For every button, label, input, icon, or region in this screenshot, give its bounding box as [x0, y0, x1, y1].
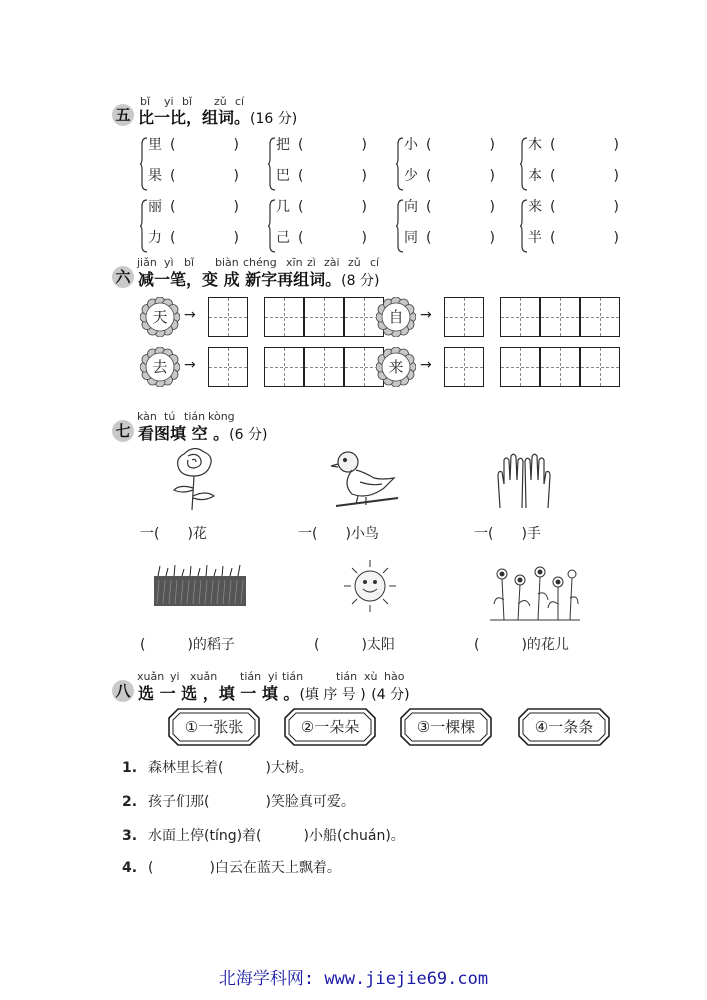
paren-close: ) [361, 168, 367, 184]
s5-pinyin-5: cí [235, 95, 245, 108]
question-text: 水面上停(tíng)着( )小船(chuán)。 [148, 828, 405, 844]
paren-open: ( [550, 199, 556, 215]
picture-fill-blank[interactable]: 一( )花 [140, 526, 207, 542]
s8-pinyin-2: yi [170, 670, 180, 683]
pair-char: 几 [276, 199, 290, 215]
section-5-number: 五 [112, 104, 134, 126]
paren-close: ) [361, 199, 367, 215]
pair-line [528, 165, 619, 185]
section-6-title [138, 267, 379, 290]
word-pair [140, 196, 250, 258]
brace-icon [520, 198, 528, 254]
s8-pinyin-1: xuǎn [137, 670, 165, 683]
paren-open: ( [550, 137, 556, 153]
badge-char: 天 [152, 308, 168, 326]
pair-char: 同 [404, 230, 418, 246]
s5-pinyin-4: zǔ [214, 95, 227, 108]
pair-char: 半 [528, 230, 542, 246]
flowers-image [488, 564, 580, 622]
pair-line [404, 134, 495, 154]
answer-option [168, 708, 260, 746]
brace-icon [396, 198, 404, 254]
brace-icon [520, 136, 528, 192]
writing-grid-cell[interactable] [540, 347, 580, 387]
s6-pinyin-9: zǔ [348, 256, 361, 269]
s8-pinyin-8: xù [364, 670, 378, 683]
paren-open: ( [170, 199, 176, 215]
brace-icon [140, 136, 148, 192]
s8-pinyin-4: tián [240, 670, 262, 683]
s7-pinyin-3: tián [184, 410, 206, 423]
paren-open: ( [298, 199, 304, 215]
pair-char: 果 [148, 168, 162, 184]
paren-open: ( [298, 230, 304, 246]
s8-pinyin-6: tián [282, 670, 304, 683]
s7-pinyin-2: tú [164, 410, 176, 423]
writing-grid-cell[interactable] [264, 347, 304, 387]
paren-close: ) [233, 199, 239, 215]
s6-pinyin-8: zài [324, 256, 340, 269]
section-7-number: 七 [112, 420, 134, 442]
writing-grid-cell[interactable] [500, 347, 540, 387]
picture-fill-blank[interactable]: ( )的稻子 [140, 637, 235, 653]
scalloped-char-badge [140, 347, 180, 387]
pair-line [404, 196, 495, 216]
option-label: ②一朵朵 [300, 718, 360, 736]
pair-line [528, 134, 619, 154]
s6-pinyin-7: zì [307, 256, 316, 269]
brace-icon [268, 136, 276, 192]
writing-grid-cell[interactable] [304, 347, 344, 387]
pair-line [528, 227, 619, 247]
section-5-title [138, 105, 297, 128]
question-number: 2. [122, 794, 138, 810]
answer-option [400, 708, 492, 746]
word-pair [396, 134, 506, 196]
pair-char: 丽 [148, 199, 162, 215]
answer-option [518, 708, 610, 746]
brace-icon [140, 198, 148, 254]
question-text: 森林里长着( )大树。 [148, 760, 313, 776]
s8-pinyin-9: hào [384, 670, 405, 683]
fill-question[interactable] [122, 757, 313, 777]
answer-option [284, 708, 376, 746]
s6-score: (8 分) [341, 273, 380, 289]
sun-image [340, 558, 400, 614]
paren-open: ( [298, 137, 304, 153]
paren-close: ) [233, 137, 239, 153]
badge-char: 去 [152, 358, 168, 376]
section-8-title [138, 681, 410, 704]
s6-pinyin-1: jiǎn [137, 256, 157, 269]
pair-line [148, 227, 239, 247]
writing-grid-cell[interactable] [444, 297, 484, 337]
s8-pinyin-7: tián [336, 670, 358, 683]
s7-pinyin-1: kàn [137, 410, 157, 423]
pair-char: 小 [404, 137, 418, 153]
pair-line [404, 165, 495, 185]
paren-close: ) [489, 137, 495, 153]
writing-grid-cell[interactable] [208, 347, 248, 387]
arrow-icon: → [184, 357, 196, 373]
s6-pinyin-4: biàn [215, 256, 239, 269]
paren-close: ) [361, 230, 367, 246]
pair-line [276, 134, 367, 154]
section-7-title [138, 421, 267, 444]
s6-title-text: 减一笔，变 成 新字再组词。 [138, 270, 342, 289]
arrow-icon: → [420, 357, 432, 373]
scalloped-char-badge [376, 297, 416, 337]
paren-open: ( [426, 199, 432, 215]
hands-image [492, 448, 556, 512]
word-pair [396, 196, 506, 258]
writing-grid-cell[interactable] [500, 297, 540, 337]
s7-pinyin-4: kòng [208, 410, 235, 423]
pair-line [528, 196, 619, 216]
pair-line [148, 196, 239, 216]
word-pair [268, 196, 378, 258]
picture-fill-blank[interactable]: ( )的花儿 [474, 637, 569, 653]
picture-fill-blank[interactable]: 一( )小鸟 [298, 526, 379, 542]
paren-open: ( [426, 230, 432, 246]
paren-close: ) [613, 168, 619, 184]
pair-line [148, 134, 239, 154]
pair-char: 把 [276, 137, 290, 153]
s8-subtitle: (填 序 号 ) [299, 687, 366, 703]
picture-fill-blank[interactable]: ( )太阳 [314, 637, 395, 653]
arrow-icon: → [184, 307, 196, 323]
s7-title-text: 看图填 空 。 [138, 424, 230, 443]
word-pair [268, 134, 378, 196]
paren-close: ) [613, 137, 619, 153]
question-number: 3. [122, 828, 138, 844]
paren-close: ) [233, 168, 239, 184]
paren-close: ) [233, 230, 239, 246]
writing-grid-cell[interactable] [264, 297, 304, 337]
writing-grid-cell[interactable] [540, 297, 580, 337]
brace-icon [396, 136, 404, 192]
scalloped-char-badge [140, 297, 180, 337]
s5-pinyin-3: bǐ [182, 95, 193, 108]
fill-question[interactable] [122, 825, 405, 845]
paren-open: ( [170, 137, 176, 153]
rose-image [166, 444, 222, 512]
option-label: ④一条条 [534, 718, 594, 736]
badge-char: 自 [388, 308, 404, 326]
paren-close: ) [613, 230, 619, 246]
section-8-number: 八 [112, 680, 134, 702]
writing-grid-cell[interactable] [580, 297, 620, 337]
writing-grid-cell[interactable] [580, 347, 620, 387]
pair-line [276, 227, 367, 247]
s6-pinyin-3: bǐ [184, 256, 195, 269]
s5-score: (16 分) [250, 111, 298, 127]
s5-title-text: 比一比，组词。 [138, 108, 251, 127]
word-pair [520, 196, 630, 258]
question-text: ( )白云在蓝天上飘着。 [148, 860, 341, 876]
s6-pinyin-5: chéng [243, 256, 277, 269]
pair-char: 来 [528, 199, 542, 215]
section-6-number: 六 [112, 266, 134, 288]
paren-open: ( [170, 168, 176, 184]
question-number: 4. [122, 860, 138, 876]
pair-char: 少 [404, 168, 418, 184]
pair-line [404, 227, 495, 247]
fill-question[interactable] [122, 857, 341, 877]
paren-close: ) [489, 199, 495, 215]
option-label: ③一棵棵 [416, 718, 476, 736]
s8-pinyin-5: yi [268, 670, 278, 683]
paren-open: ( [426, 137, 432, 153]
picture-fill-blank[interactable]: 一( )手 [474, 526, 541, 542]
rice-image [154, 564, 246, 606]
paren-close: ) [489, 230, 495, 246]
scalloped-char-badge [376, 347, 416, 387]
s6-pinyin-10: cí [370, 256, 380, 269]
fill-question[interactable] [122, 791, 355, 811]
pair-char: 木 [528, 137, 542, 153]
writing-grid-cell[interactable] [444, 347, 484, 387]
paren-open: ( [170, 230, 176, 246]
s5-pinyin-2: yi [164, 95, 174, 108]
writing-grid-cell[interactable] [208, 297, 248, 337]
bird-image [328, 448, 400, 512]
option-label: ①一张张 [184, 718, 244, 736]
arrow-icon: → [420, 307, 432, 323]
paren-close: ) [613, 199, 619, 215]
paren-open: ( [550, 230, 556, 246]
question-text: 孩子们那( )笑脸真可爱。 [148, 794, 355, 810]
pair-char: 巴 [276, 168, 290, 184]
writing-grid-cell[interactable] [304, 297, 344, 337]
s7-score: (6 分) [229, 427, 268, 443]
s5-pinyin-1: bǐ [140, 95, 151, 108]
s8-pinyin-3: xuǎn [190, 670, 218, 683]
paren-open: ( [426, 168, 432, 184]
paren-close: ) [489, 168, 495, 184]
footer-watermark-text: 北海学科网: www.jiejie69.com [218, 969, 489, 989]
s6-pinyin-2: yì [164, 256, 174, 269]
paren-open: ( [550, 168, 556, 184]
word-pair [520, 134, 630, 196]
brace-icon [268, 198, 276, 254]
pair-char: 本 [528, 168, 542, 184]
pair-char: 向 [404, 199, 418, 215]
s8-score: (4 分) [371, 687, 410, 703]
pair-line [276, 196, 367, 216]
s6-pinyin-6: xīn [286, 256, 303, 269]
pair-char: 里 [148, 137, 162, 153]
pair-line [148, 165, 239, 185]
pair-line [276, 165, 367, 185]
s8-title-text: 选 一 选 ，填 一 填 。 [138, 684, 300, 703]
badge-char: 来 [388, 358, 404, 376]
pair-char: 己 [276, 230, 290, 246]
paren-close: ) [361, 137, 367, 153]
pair-char: 力 [148, 230, 162, 246]
question-number: 1. [122, 760, 138, 776]
word-pair [140, 134, 250, 196]
paren-open: ( [298, 168, 304, 184]
